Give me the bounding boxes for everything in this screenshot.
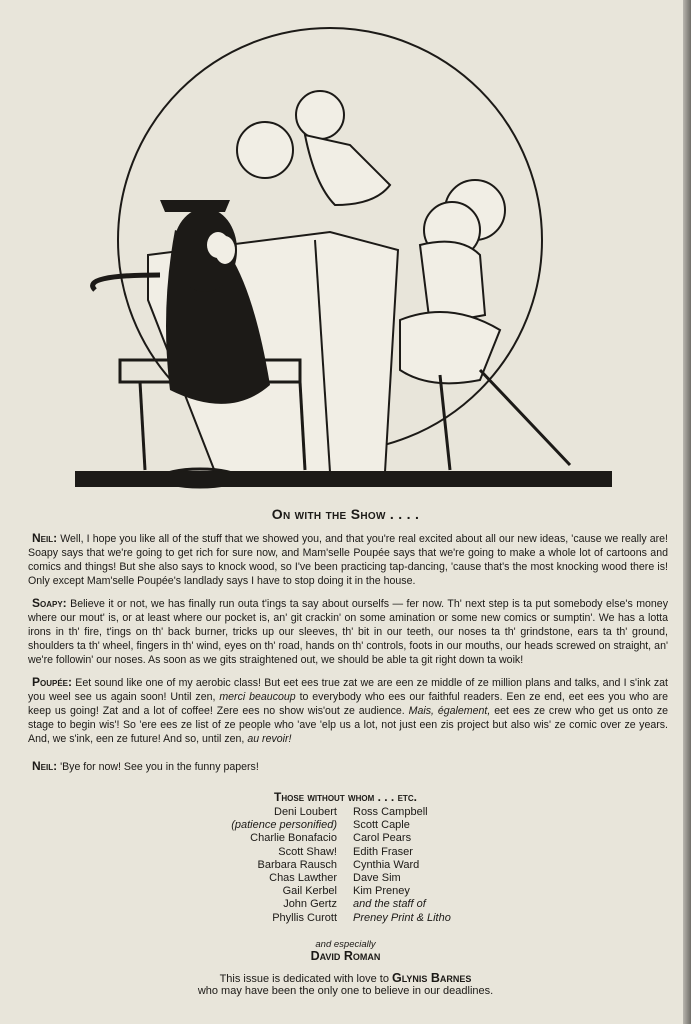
speaker-label: Poupée:: [32, 674, 73, 689]
credit-name: Barbara Rausch: [257, 858, 337, 871]
speaker-label: Soapy:: [32, 595, 67, 610]
dialogue-italic: merci beaucoup: [219, 690, 296, 703]
dialogue-text: Believe it or not, we has finally run outa t'ings ta say about ourselfs — fer now. Th' next step is ta put somebody else's money where our mout' is, or at least where our pocket is, an' git crackin' on some amination or some new comics or sumptin'. We has a lotta irons in th' fire, t'ings on th' back burner, tricks up our sleeves, th' bit in our teeth, our noses ta th' grindstone, ears ta th' ground, shoulders ta th' wheel, fingers in th' wind, eyes on th' road, hands on th' controls, foots in our mouths, our heads screwed on straight, an' we're followin' our noses. As soon as we gits straightened out, we should be able ta git right down ta woik!: [28, 597, 668, 666]
credit-name: Scott Caple: [353, 819, 410, 832]
stage-floor: [75, 471, 612, 487]
poupee-character: [400, 180, 570, 470]
credits-left-column: [200, 806, 337, 925]
dialogue-text: 'Bye for now! See you in the funny papers!: [60, 760, 259, 773]
especially-name: David Roman: [310, 949, 381, 963]
credit-name: Deni Loubert: [274, 806, 337, 818]
dialogue-italic: au revoir!: [247, 732, 292, 745]
page-title: On with the Show . . . .: [271, 506, 420, 522]
dialogue-text: Eet sound like one of my aerobic class! But eet ees true zat we are een ze middle of ze million plans and talks, and I s'ink zat you weel see us again soon! Until zen,: [28, 676, 668, 703]
speaker-label: Neil:: [32, 758, 58, 773]
dialogue-text: Well, I hope you like all of the stuff that we showed you, and that you're real excited about all our new ideas, 'cause we really are! Soapy says that we're going to get rich for sure now, and Mam'selle Poupée says that we're going to make a whole lot of cartoons and comics and things! But she also says to knock wood, so I've been practicing tap-dancing, 'cause that's the most knocking wood there is! Only except Mam'selle Poupée's landlady says I have to stop doing it in the house.: [28, 532, 668, 587]
dedication: [0, 972, 691, 986]
credit-name: Scott Shaw!: [278, 845, 337, 858]
credit-name: John Gertz: [283, 898, 337, 911]
credits-right-column: [337, 806, 451, 925]
credit-name: Ross Campbell: [353, 806, 428, 818]
credit-name: Kim Preney: [353, 885, 410, 898]
credits-title: Those without whom . . . etc.: [274, 790, 417, 804]
dialogue-poupee: [28, 675, 668, 746]
dedication-suffix: who may have been the only one to believe in our deadlines.: [197, 985, 494, 997]
dialogue-neil-1: [28, 531, 668, 588]
dedication-name: Glynis Barnes: [392, 971, 472, 985]
credit-name: Charlie Bonafacio: [250, 832, 337, 845]
illustration: [0, 0, 691, 495]
credit-name: Edith Fraser: [353, 845, 413, 858]
dialogue-soapy: [28, 596, 668, 667]
dialogue-text: eet ees ze crew who get us onto ze stage to begin wis'! So 'ere ees ze list of ze people who 'ave 'elp us a lot, not just een zis project but also wis' ze comic over ze years. And, we s'ink, een ze future! And so, until zen,: [28, 704, 669, 745]
credit-name: Cynthia Ward: [353, 858, 420, 871]
credit-name: Dave Sim: [353, 872, 401, 885]
dialogue-italic: Mais, également,: [408, 704, 491, 717]
credit-name: Preney Print & Litho: [353, 911, 451, 924]
credit-name: Gail Kerbel: [282, 885, 337, 898]
credit-name: Phyllis Curott: [272, 911, 337, 924]
credits-list: [200, 806, 500, 925]
neil-character: [237, 91, 390, 205]
dialogue-text: to everybody who ees our faithful readers. Een ze end, eet ees you who are keep us going! Zat and a lot of coffee! Zere ees no show wis'out ze audience.: [28, 690, 668, 717]
dedication-prefix: This issue is dedicated with love to: [219, 973, 389, 985]
credit-note: (patience personified): [231, 819, 337, 832]
credit-name: and the staff of: [353, 898, 426, 911]
dialogue-neil-2: [28, 759, 668, 774]
speaker-label: Neil:: [32, 530, 58, 545]
credit-name: Carol Pears: [353, 832, 412, 845]
credit-name: Chas Lawther: [269, 872, 337, 885]
especially-label: and especially: [315, 939, 376, 950]
